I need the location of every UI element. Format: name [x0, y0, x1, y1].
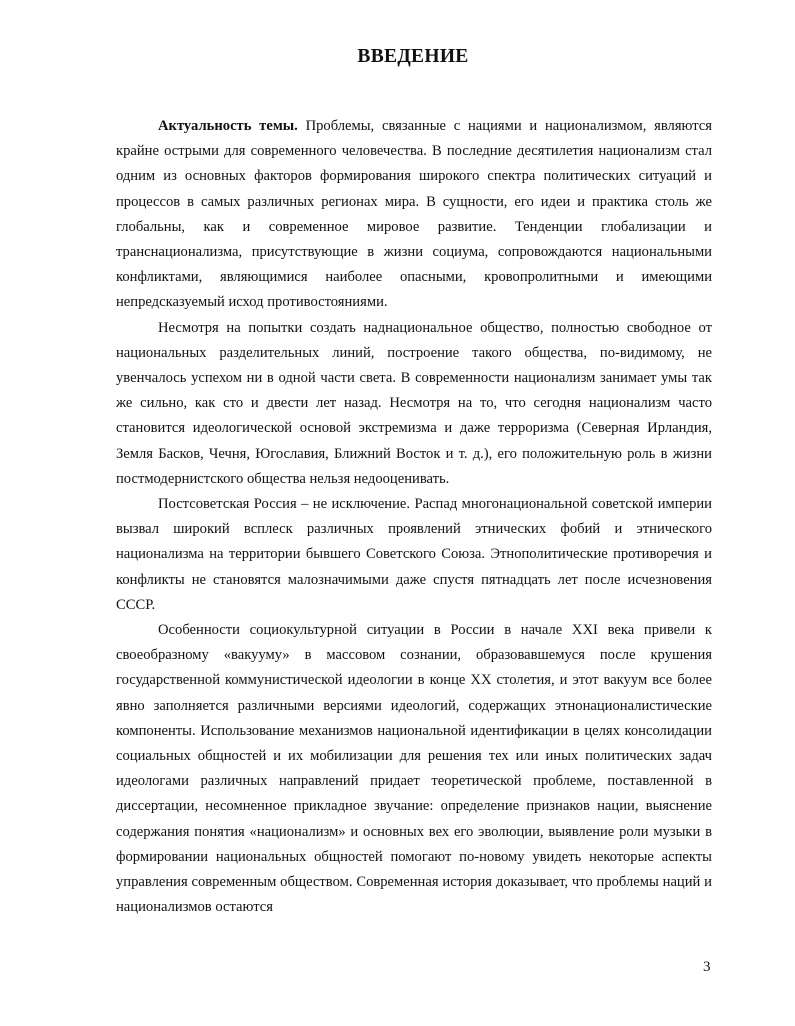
paragraph-supranational: Несмотря на попытки создать наднациональное общество, полностью свободное от национальных разделительных линий, построение такого общества, по-видимому, не увенчалось успехом ни в одной части света. В современности национализм занимает умы так же сильно, как сто и двести лет назад. Несмотря на то, что сегодня национализм часто становится идеологической основой экстремизма и даже терроризма (Северная Ирландия, Земля Басков, Чечня, Югославия, Ближний Восток и т. д.), его положительную роль в жизни постмодернистского общества нельзя недооценивать. — [116, 319, 712, 487]
section-title: ВВЕДЕНИЕ — [357, 46, 469, 67]
body-text — [116, 114, 712, 921]
paragraph-text: Проблемы, связанные с нациями и национализмом, являются крайне острыми для современного человечества. В последние десятилетия национализм стал одним из основных факторов формирования широкого спектра политических ситуаций и процессов в самых различных регионах мира. В сущности, его идеи и практика столь же глобальны, как и современное мировое развитие. Тенденции глобализации и транснационализма, присутствующие в жизни социума, сопровождаются национальными конфликтами, являющимися наиболее опасными, кровопролитными и имеющими непредсказуемый исход противостояниями. — [116, 118, 712, 311]
page-number: 3 — [703, 959, 711, 975]
paragraph-lead: Актуальность темы. — [158, 118, 298, 134]
paragraph-sociocultural: Особенности социокультурной ситуации в России в начале XXI века привели к своеобразному «вакууму» в массовом сознании, образовавшемуся после крушения государственной коммунистической идеологии в конце XX столетия, и этот вакуум все более явно заполняется различными версиями идеологий, содержащих этнонационалистические компоненты. Использование механизмов национальной идентификации в целях консолидации социальных общностей и их мобилизации для решения тех или иных политических задач идеологами различных направлений придает теоретической проблеме, поставленной в диссертации, несомненное прикладное звучание: определение признаков нации, выяснение содержания понятия «национализм» и основных вех его эволюции, выявление роли музыки в формировании национальных общностей помогают по-новому увидеть некоторые аспекты управления современным обществом. Современная история доказывает, что проблемы наций и национализмов остаются — [116, 622, 712, 916]
paragraph-relevance — [116, 114, 712, 316]
paragraph-post-soviet: Постсоветская Россия – не исключение. Распад многонациональной советской империи вызвал широкий всплеск различных проявлений этнических фобий и этнического национализма на территории бывшего Советского Союза. Этнополитические противоречия и конфликты не становятся малозначимыми даже спустя пятнадцать лет после исчезновения СССР. — [116, 496, 712, 613]
